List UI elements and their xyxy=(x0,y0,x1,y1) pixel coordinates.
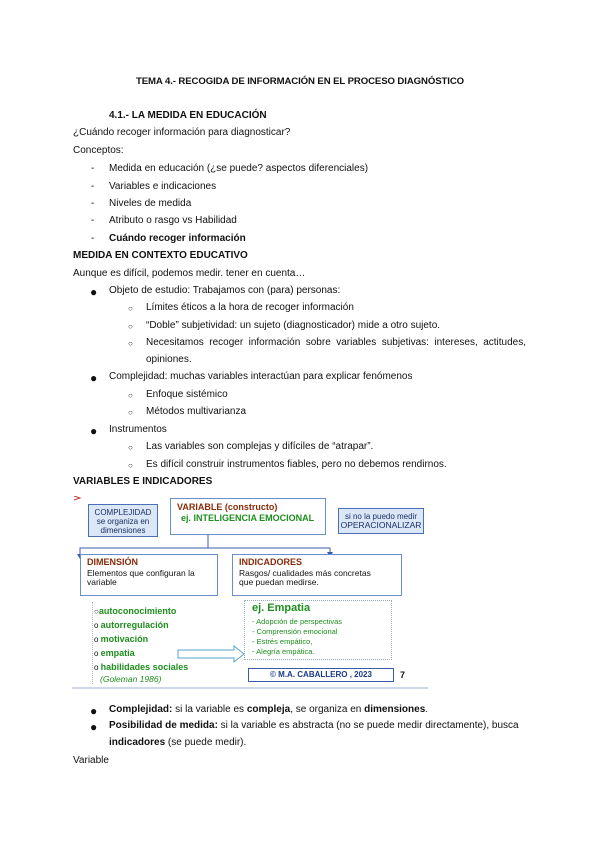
empatia-item: - Comprensión emocional xyxy=(252,627,338,636)
circle-icon: ○ xyxy=(128,461,133,470)
concept-item: Niveles de medida xyxy=(109,198,192,209)
circle-icon: ○ xyxy=(128,391,133,400)
bullet-icon: ● xyxy=(90,285,98,299)
dash-marker: - xyxy=(91,233,95,244)
indicadores-title: INDICADORES xyxy=(239,557,303,567)
concept-item: Variables e indicaciones xyxy=(109,181,217,192)
empatia-item: - Adopción de perspectivas xyxy=(252,617,343,626)
objeto-sub: “Doble” subjetividad: un sujeto (diagnosticador) mide a otro sujeto. xyxy=(146,320,441,331)
variables-heading: VARIABLES E INDICADORES xyxy=(73,476,213,487)
complejidad-box-line: COMPLEJIDAD xyxy=(94,508,152,517)
bullet-icon: ● xyxy=(90,371,98,385)
variable-title: VARIABLE (constructo) xyxy=(177,502,278,512)
complejidad-text: Complejidad: muchas variables interactúan para explicar fenómenos xyxy=(109,371,413,382)
circle-icon: ○ xyxy=(128,443,133,452)
variable-example: ej. INTELIGENCIA EMOCIONAL xyxy=(181,513,315,523)
complejidad-box-line: dimensiones xyxy=(100,526,146,535)
dimension-item: ○autoconocimiento xyxy=(94,606,177,616)
circle-icon: ○ xyxy=(128,339,133,348)
empatia-title: ej. Empatia xyxy=(252,602,311,614)
dash-marker: - xyxy=(91,215,95,226)
empatia-item: - Estrés empático, xyxy=(252,637,313,646)
copyright-box: © M.A. CABALLERO , 2023 xyxy=(248,668,394,682)
medida-heading: MEDIDA EN CONTEXTO EDUCATIVO xyxy=(73,250,248,261)
final-bullet-2: Posibilidad de medida: si la variable es abstracta (no se puede medir directamente), busca xyxy=(109,720,519,731)
instrumentos-sub: Las variables son complejas y difíciles de “atrapar”. xyxy=(146,441,374,452)
dimension-item: o autorregulación xyxy=(94,620,169,630)
conceptos-label: Conceptos: xyxy=(73,145,124,156)
indicadores-text: que puedan medirse. xyxy=(239,577,319,587)
concept-item: Medida en educación (¿se puede? aspectos diferenciales) xyxy=(109,163,369,174)
variable-label: Variable xyxy=(73,755,109,766)
circle-icon: ○ xyxy=(128,322,133,331)
operacionalizar-box xyxy=(338,508,424,534)
slide-number: 7 xyxy=(400,670,406,680)
complejidad-box xyxy=(88,504,158,537)
concept-item: Atributo o rasgo vs Habilidad xyxy=(109,215,237,226)
aunque-text: Aunque es difícil, podemos medir. tener en cuenta… xyxy=(73,268,306,279)
variable-box xyxy=(170,498,326,535)
objeto-sub: Necesitamos recoger información sobre variables subjetivas: intereses, actitudes, xyxy=(146,337,526,348)
circle-icon: ○ xyxy=(128,304,133,313)
indicadores-text: Rasgos/ cualidades más concretas xyxy=(239,568,371,578)
complejidad-sub: Enfoque sistémico xyxy=(146,389,228,400)
question-text: ¿Cuándo recoger información para diagnosticar? xyxy=(73,127,291,138)
circle-icon: ○ xyxy=(128,408,133,417)
instrumentos-text: Instrumentos xyxy=(109,424,167,435)
operacionalizar-line: OPERACIONALIZAR xyxy=(340,520,422,530)
bullet-icon: ● xyxy=(90,720,98,734)
indicadores-box xyxy=(232,554,402,596)
empatia-item: - Alegría empática. xyxy=(252,647,315,656)
red-mark-icon xyxy=(74,496,80,500)
dash-marker: - xyxy=(91,163,95,174)
dimension-text: variable xyxy=(87,577,117,587)
connector-indicadores xyxy=(208,535,330,554)
variables-diagram xyxy=(72,496,428,690)
complejidad-box-line: se organiza en xyxy=(96,517,150,526)
goleman-ref: (Goleman 1986) xyxy=(100,674,162,684)
bullet-icon: ● xyxy=(90,424,98,438)
dash-marker: - xyxy=(91,198,95,209)
dimension-title: DIMENSIÓN xyxy=(87,557,139,567)
operacionalizar-line: si no la puedo medir xyxy=(344,512,418,521)
concept-item: Cuándo recoger información xyxy=(109,233,246,244)
dimension-box xyxy=(80,554,218,596)
final-bullet-1: Complejidad: si la variable es compleja, se organiza en dimensiones. xyxy=(109,704,429,715)
dimension-item: o motivación xyxy=(94,634,149,644)
section-heading: 4.1.- LA MEDIDA EN EDUCACIÓN xyxy=(109,110,267,121)
dimension-item: o empatia xyxy=(94,648,135,658)
objeto-sub-cont: opiniones. xyxy=(146,354,192,365)
objeto-text: Objeto de estudio: Trabajamos con (para) personas: xyxy=(109,285,341,296)
dimension-item: o habilidades sociales xyxy=(94,662,189,672)
dimension-text: Elementos que configuran la xyxy=(87,568,195,578)
complejidad-sub: Métodos multivarianza xyxy=(146,406,247,417)
bullet-icon: ● xyxy=(90,704,98,718)
final-bullet-2-cont: indicadores (se puede medir). xyxy=(109,737,247,748)
dash-marker: - xyxy=(91,181,95,192)
page-title: TEMA 4.- RECOGIDA DE INFORMACIÓN EN EL PROCESO DIAGNÓSTICO xyxy=(135,76,465,87)
connector-dimension xyxy=(80,535,208,556)
instrumentos-sub: Es difícil construir instrumentos fiables, pero no debemos rendirnos. xyxy=(146,459,447,470)
objeto-sub: Límites éticos a la hora de recoger información xyxy=(146,302,354,313)
